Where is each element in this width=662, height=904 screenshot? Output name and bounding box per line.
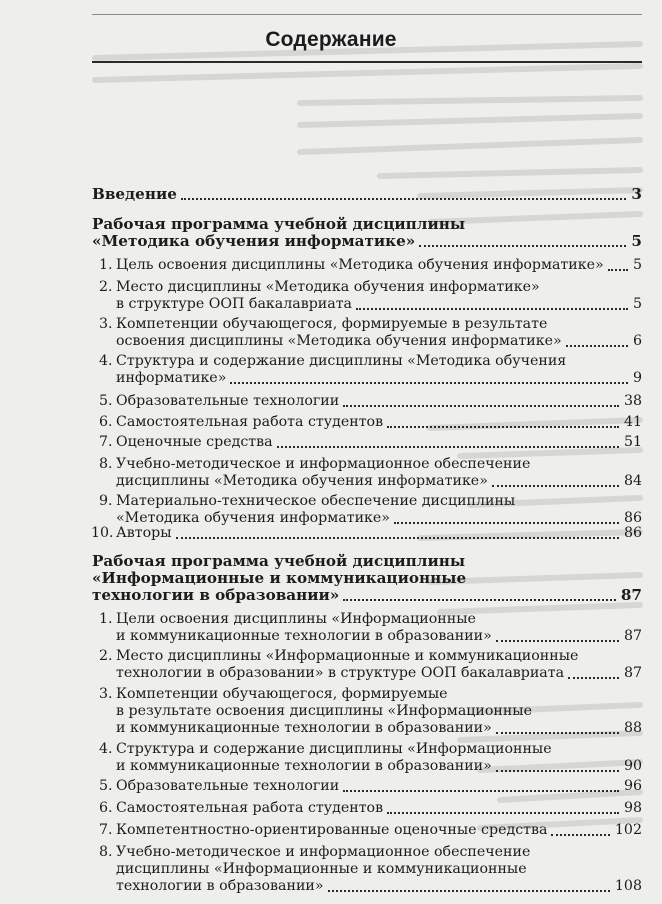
toc-entry-line: и коммуникационные технологии в образовании» — [116, 628, 492, 645]
toc-entry-line: Место дисциплины «Информационные и коммуникационные — [116, 648, 579, 664]
toc-leader-dots — [551, 834, 609, 836]
toc-entry-line: Рабочая программа учебной дисциплины — [92, 215, 466, 233]
toc-entry-line: Цели освоения дисциплины «Информационные — [116, 611, 476, 627]
toc-leader-dots — [181, 198, 627, 200]
toc-entry-line: Компетентностно-ориентированные оценочные средства — [116, 822, 548, 838]
toc-page-number: 87 — [620, 586, 642, 605]
toc-page-number: 5 — [632, 257, 642, 273]
toc-page-number: 96 — [623, 778, 642, 794]
toc-leader-dots — [356, 308, 628, 310]
toc-entry-number: 1. — [99, 611, 113, 627]
toc-entry-line: в результате освоения дисциплины «Информационные — [116, 703, 532, 720]
toc-leader-dots — [419, 245, 626, 247]
toc-entry-line: Учебно-методическое и информационное обеспечение — [116, 844, 531, 860]
title-bottom-rule — [92, 61, 642, 63]
toc-entry-line: технологии в образовании» в структуре ООП бакалавриата — [116, 665, 565, 682]
toc-entry-line: дисциплины «Информационные и коммуникационные — [116, 861, 527, 878]
toc-entry-number: 5. — [99, 393, 113, 409]
toc-leader-dots — [277, 446, 619, 448]
toc-entry-line: «Методика обучения информатике» — [92, 232, 416, 251]
toc-entry-line: Компетенции обучающегося, формируемые — [116, 686, 448, 702]
toc-entry-number: 1. — [99, 257, 113, 273]
toc-page-number: 3 — [631, 185, 642, 203]
toc-page-number: 86 — [623, 525, 642, 541]
toc-leader-dots — [496, 640, 619, 642]
toc-leader-dots — [230, 382, 628, 384]
toc-page-number: 6 — [632, 333, 642, 350]
toc-entry-line: Материально-техническое обеспечение дисциплины — [116, 493, 516, 509]
toc-entry-line: технологии в образовании» — [92, 586, 340, 605]
toc-entry-number: 7. — [99, 434, 113, 450]
toc-entry-number: 7. — [99, 822, 113, 838]
toc-entry-line: дисциплины «Методика обучения информатике» — [116, 473, 488, 490]
toc-entry-number: 2. — [99, 279, 113, 295]
toc-leader-dots — [394, 522, 619, 524]
toc-entry-number: 4. — [99, 741, 113, 757]
toc-page-number: 9 — [632, 370, 642, 387]
toc-entry-line: Компетенции обучающегося, формируемые в результате — [116, 316, 548, 332]
toc-entry-line: освоения дисциплины «Методика обучения информатике» — [116, 333, 562, 350]
toc-leader-dots — [496, 732, 619, 734]
toc-leader-dots — [343, 405, 619, 407]
toc-entry-number: 10. — [91, 525, 114, 541]
toc-entry-line: Цель освоения дисциплины «Методика обучения информатике» — [116, 257, 604, 273]
toc-leader-dots — [492, 485, 619, 487]
toc-entry-line: и коммуникационные технологии в образовании» — [116, 720, 492, 737]
toc-entry-line: Введение — [92, 185, 177, 203]
toc-entry-line: Самостоятельная работа студентов — [116, 414, 384, 430]
toc-entry-line: Образовательные технологии — [116, 778, 340, 794]
toc-entry-line: Самостоятельная работа студентов — [116, 800, 384, 816]
toc-entry-number: 2. — [99, 648, 113, 664]
toc-leader-dots — [387, 426, 619, 428]
title-top-rule — [92, 14, 642, 15]
toc-entry-line: Оценочные средства — [116, 434, 273, 450]
toc-entry-line: Учебно-методическое и информационное обеспечение — [116, 456, 531, 472]
toc-entry-line: «Методика обучения информатике» — [116, 510, 390, 527]
toc-entry-number: 8. — [99, 456, 113, 472]
toc-page-number: 87 — [623, 628, 642, 645]
toc-entry-line: Образовательные технологии — [116, 393, 340, 409]
toc-page-number: 84 — [623, 473, 642, 490]
toc-entry-line: Структура и содержание дисциплины «Информационные — [116, 741, 552, 757]
toc-entry-number: 3. — [99, 316, 113, 332]
toc-entry-number: 6. — [99, 800, 113, 816]
toc-entry-number: 3. — [99, 686, 113, 702]
toc-entry-line: «Информационные и коммуникационные — [92, 569, 467, 588]
toc-page-number: 86 — [623, 510, 642, 527]
toc-entry-line: Рабочая программа учебной дисциплины — [92, 552, 466, 570]
toc-entry-line: Структура и содержание дисциплины «Методика обучения — [116, 353, 567, 369]
toc-page-number: 5 — [631, 232, 642, 251]
toc-entry-number: 4. — [99, 353, 113, 369]
toc-page-number: 88 — [623, 720, 642, 737]
toc-entry-line: технологии в образовании» — [116, 878, 324, 895]
page-title: Содержание — [265, 28, 397, 51]
toc-page-number: 38 — [623, 393, 642, 409]
toc-entry-number: 6. — [99, 414, 113, 430]
toc-leader-dots — [328, 890, 610, 892]
toc-entry-line: Место дисциплины «Методика обучения информатике» — [116, 279, 540, 295]
toc-page-number: 108 — [614, 878, 642, 895]
toc-entry-line: в структуре ООП бакалавриата — [116, 296, 353, 313]
toc-leader-dots — [608, 269, 628, 271]
toc-page-number: 41 — [623, 414, 642, 430]
toc-page-number: 90 — [623, 758, 642, 775]
toc-leader-dots — [568, 677, 619, 679]
toc-page-number: 102 — [614, 822, 642, 838]
toc-page-number: 5 — [632, 296, 642, 313]
toc-page-number: 87 — [623, 665, 642, 682]
toc-entry-number: 8. — [99, 844, 113, 860]
toc-leader-dots — [387, 812, 619, 814]
toc-entry-line: Авторы — [116, 525, 172, 541]
toc-leader-dots — [496, 770, 619, 772]
toc-entry-number: 9. — [99, 493, 113, 509]
toc-leader-dots — [343, 790, 619, 792]
toc-entry-line: информатике» — [116, 370, 227, 387]
toc-entry-number: 5. — [99, 778, 113, 794]
toc-leader-dots — [566, 345, 628, 347]
toc-page-number: 51 — [623, 434, 642, 450]
toc-leader-dots — [176, 537, 619, 539]
toc-page-number: 98 — [623, 800, 642, 816]
toc-leader-dots — [343, 599, 616, 601]
toc-entry-line: и коммуникационные технологии в образовании» — [116, 758, 492, 775]
